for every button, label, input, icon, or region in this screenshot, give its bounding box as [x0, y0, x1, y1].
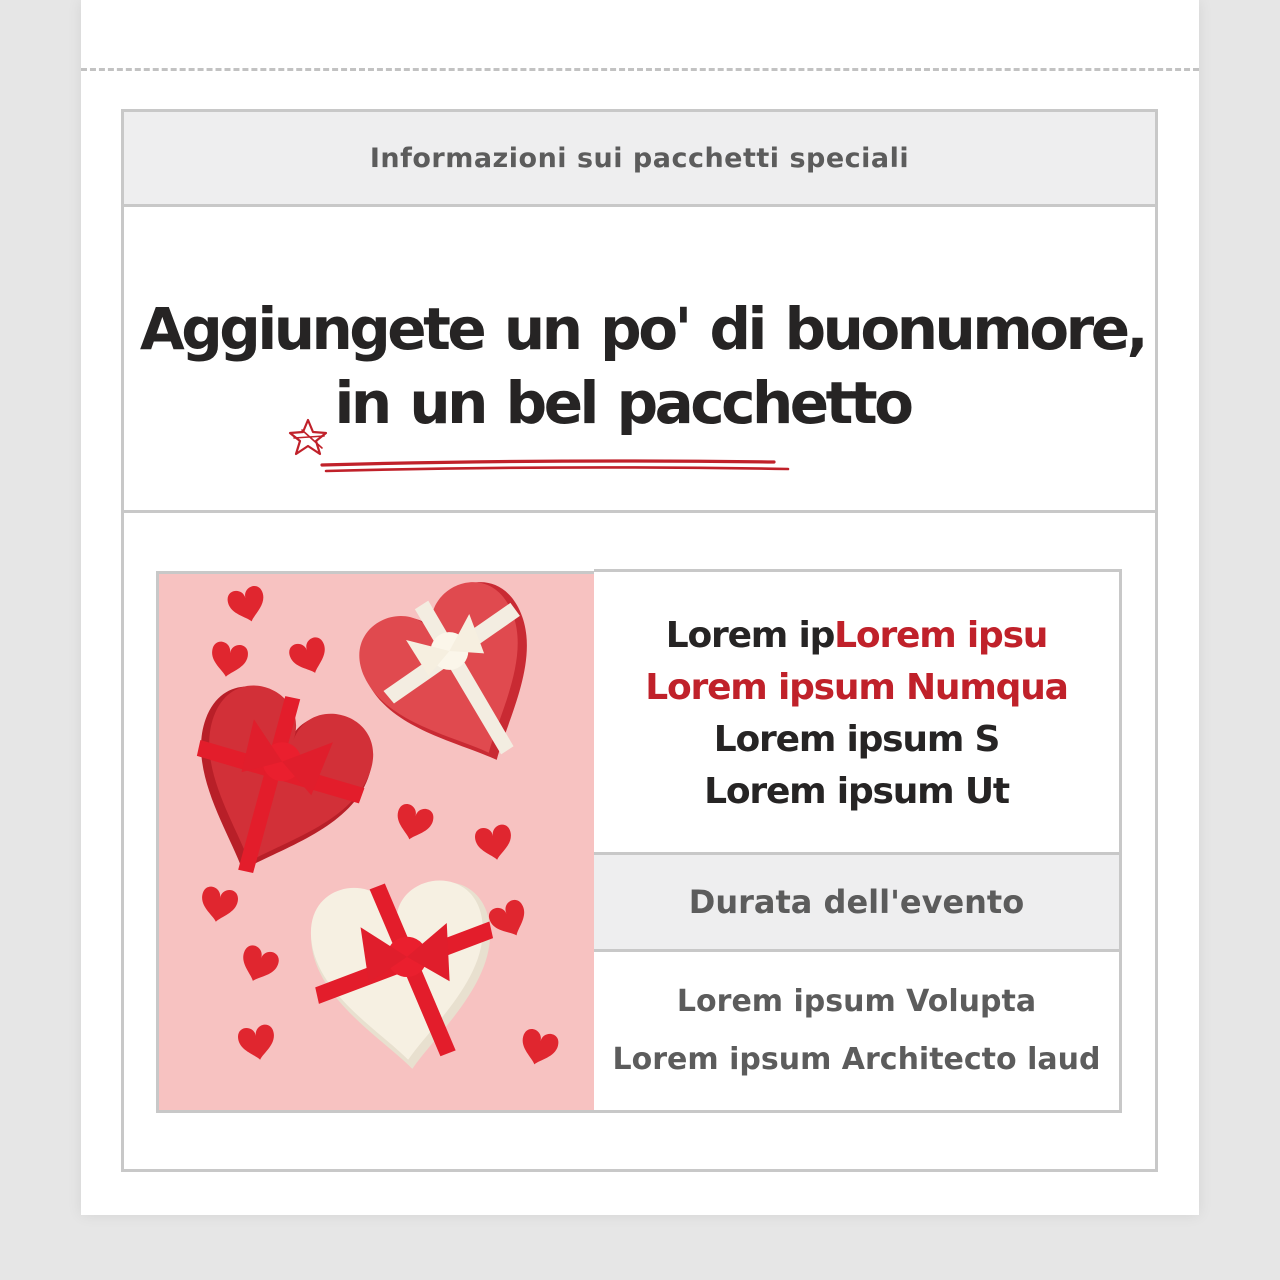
section-divider: [124, 510, 1155, 513]
duration-details: [594, 952, 1119, 1110]
heart-gift-boxes-image: [159, 574, 597, 1110]
headline-line-1: Aggiungete un po' di buonumore,: [139, 295, 1146, 363]
header-title: Informazioni sui pacchetti speciali: [369, 142, 910, 174]
offer-line-3: Lorem ipsum S: [713, 719, 1000, 760]
header-band: [124, 112, 1155, 207]
offer-lines: [594, 572, 1119, 852]
gift-photo: [156, 571, 600, 1113]
dashed-divider: [81, 68, 1199, 71]
offer-line-2: Lorem ipsum Numqua: [645, 667, 1068, 708]
star-doodle-icon: [286, 416, 330, 458]
offer-info-panel: [594, 569, 1122, 1113]
offer-line-4: Lorem ipsum Ut: [704, 771, 1009, 812]
offer-line-1: [666, 610, 1047, 662]
duration-label: Durata dell'evento: [688, 883, 1025, 921]
duration-band: [594, 852, 1119, 952]
duration-line-1: Lorem ipsum Volupta: [676, 984, 1037, 1019]
offer-line-1-dark: Lorem ip: [665, 615, 835, 656]
headline-line-2: in un bel pacchetto: [334, 369, 911, 437]
underline-doodle-icon: [318, 456, 793, 478]
offer-line-1-red: Lorem ipsu: [834, 615, 1048, 656]
headline: [80, 292, 1205, 440]
duration-line-2: Lorem ipsum Architecto laud: [612, 1042, 1101, 1077]
